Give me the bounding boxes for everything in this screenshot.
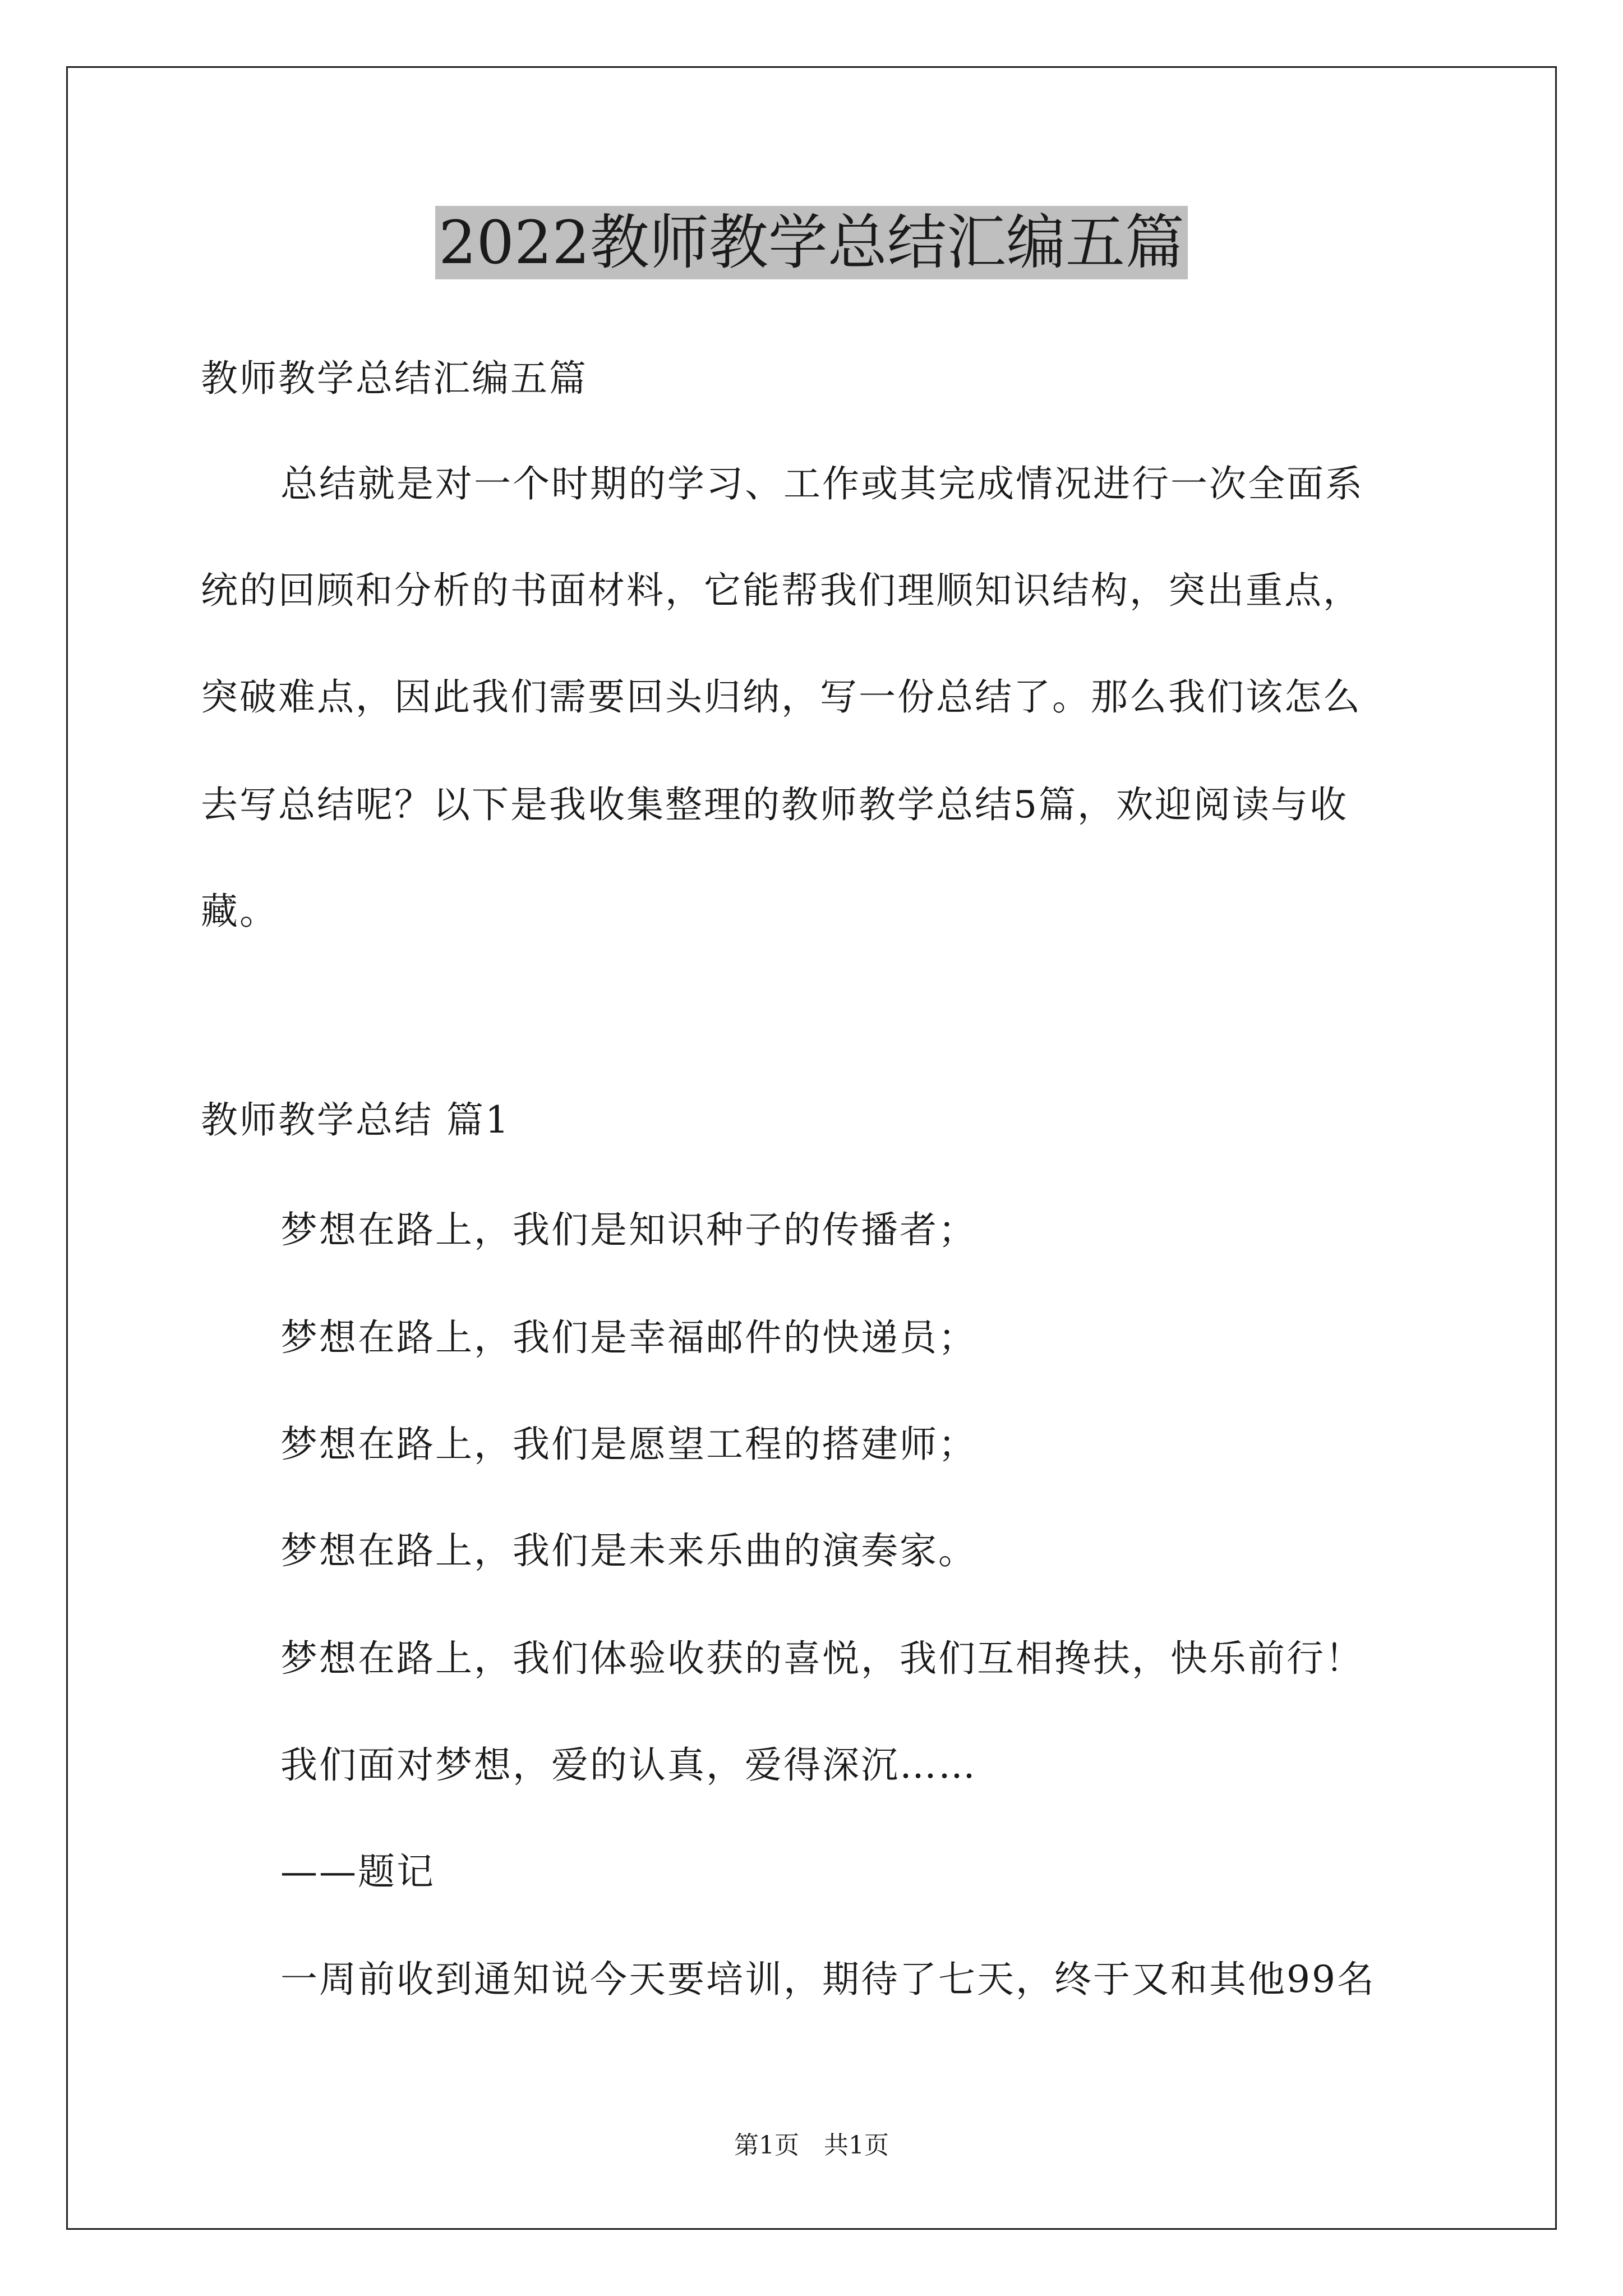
section-line-5: 梦想在路上，我们体验收获的喜悦，我们互相搀扶，快乐前行！ — [280, 1637, 1364, 1680]
section-line-2: 梦想在路上，我们是幸福邮件的快递员； — [280, 1316, 977, 1359]
intro-line-3: 突破难点，因此我们需要回头归纳，写一份总结了。那么我们该怎么 — [201, 675, 1362, 719]
document-title — [0, 201, 1623, 285]
section-line-4: 梦想在路上，我们是未来乐曲的演奏家。 — [280, 1529, 977, 1572]
intro-line-4: 去写总结呢？以下是我收集整理的教师教学总结5篇，欢迎阅读与收 — [201, 783, 1348, 826]
section-heading: 教师教学总结 篇1 — [201, 1098, 510, 1142]
document-title-text: 2022教师教学总结汇编五篇 — [435, 206, 1188, 279]
section-line-6: 我们面对梦想，爱的认真，爱得深沉…… — [280, 1743, 977, 1787]
document-subtitle: 教师教学总结汇编五篇 — [201, 357, 588, 400]
intro-line-2: 统的回顾和分析的书面材料，它能帮我们理顺知识结构，突出重点， — [201, 569, 1362, 612]
epigraph-attribution: ——题记 — [280, 1850, 435, 1893]
intro-line-1: 总结就是对一个时期的学习、工作或其完成情况进行一次全面系 — [280, 462, 1364, 505]
section-line-1: 梦想在路上，我们是知识种子的传播者； — [280, 1208, 977, 1251]
page-number-footer: 第1页 共1页 — [734, 2131, 889, 2160]
section-line-3: 梦想在路上，我们是愿望工程的搭建师； — [280, 1423, 977, 1466]
intro-line-5: 藏。 — [201, 890, 278, 933]
section-line-8: 一周前收到通知说今天要培训，期待了七天，终于又和其他99名 — [280, 1958, 1376, 2001]
